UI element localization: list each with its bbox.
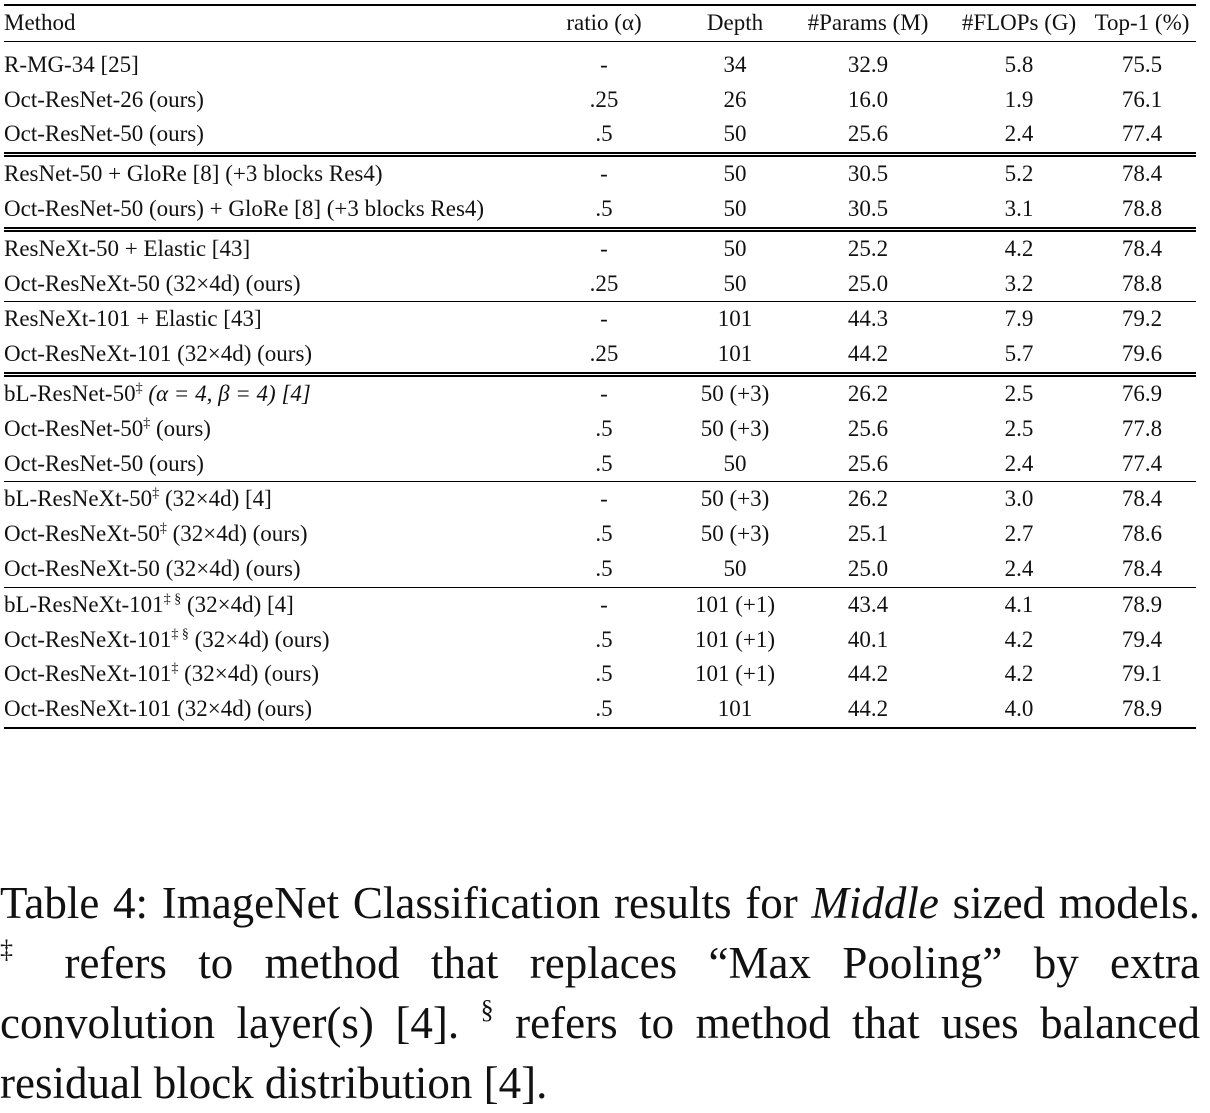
cell-depth: 101 (+1)	[694, 661, 776, 687]
cell-method	[4, 412, 524, 447]
cell-flops: 7.9	[1004, 306, 1034, 332]
cell-ratio: .5	[595, 521, 613, 547]
cell-top1: 78.9	[1121, 591, 1163, 617]
cell-flops: 2.4	[950, 552, 1088, 587]
cell-flops: 3.0	[1004, 486, 1034, 512]
cell-flops: 4.1	[1004, 591, 1034, 617]
cell-ratio: -	[600, 161, 608, 187]
method-name: Oct-ResNeXt-50	[4, 521, 160, 547]
table-row	[4, 587, 1196, 622]
cell-top1: 78.8	[1088, 267, 1196, 302]
header-ratio: ratio (α)	[524, 5, 684, 41]
cell-method: R-MG-34 [25]	[4, 51, 139, 77]
method-name: bL-ResNeXt-101	[4, 591, 164, 617]
caption-dagger-marker: ‡	[0, 935, 34, 964]
cell-ratio: -	[600, 51, 608, 77]
cell-ratio: -	[600, 486, 608, 512]
cell-method	[4, 657, 524, 692]
method-name: bL-ResNet-50	[4, 380, 136, 406]
cell-method	[4, 587, 524, 622]
cell-method: ResNeXt-50 + Elastic [43]	[4, 235, 251, 261]
cell-params: 44.2	[847, 661, 889, 687]
cell-top1: 79.2	[1121, 306, 1163, 332]
cell-flops: 5.8	[1004, 51, 1034, 77]
cell-ratio: -	[600, 235, 608, 261]
cell-top1: 78.9	[1088, 692, 1196, 728]
cell-ratio: .5	[595, 626, 613, 652]
caption-section-marker: §	[480, 995, 494, 1024]
header-top1: Top-1 (%)	[1088, 5, 1196, 41]
results-table	[4, 4, 1196, 729]
header-depth: Depth	[684, 5, 786, 41]
cell-ratio: -	[600, 380, 608, 406]
table-row	[4, 83, 1196, 118]
cell-params: 25.2	[847, 235, 889, 261]
cell-params: 40.1	[847, 626, 889, 652]
caption-part3: refers to method that replaces “Max Pooling” by extra convolution layer(s) [4].	[0, 938, 1200, 1048]
cell-depth: 50	[723, 235, 747, 261]
method-name: Oct-ResNet-50	[4, 415, 144, 441]
cell-ratio: .5	[524, 692, 684, 728]
cell-method: Oct-ResNet-50 (ours) + GloRe [8] (+3 blocks Res4)	[4, 192, 524, 229]
table-row	[4, 374, 1196, 411]
cell-method: Oct-ResNeXt-50 (32×4d) (ours)	[4, 267, 524, 302]
caption-italic: Middle	[811, 878, 939, 928]
cell-params: 25.0	[786, 267, 950, 302]
cell-depth: 101 (+1)	[694, 591, 776, 617]
cell-depth: 50	[684, 117, 786, 154]
table-row	[4, 155, 1196, 192]
cell-ratio: .5	[524, 447, 684, 482]
method-suffix: (32×4d) [4]	[181, 591, 294, 617]
cell-ratio: .5	[595, 661, 613, 687]
cell-params: 43.4	[847, 591, 889, 617]
table-row	[4, 117, 1196, 154]
cell-top1: 78.6	[1121, 521, 1163, 547]
cell-ratio: .5	[524, 552, 684, 587]
cell-method	[4, 517, 524, 552]
cell-top1: 78.8	[1088, 192, 1196, 229]
cell-depth: 50	[684, 552, 786, 587]
cell-depth: 50	[723, 161, 747, 187]
cell-params: 25.6	[786, 117, 950, 154]
method-suffix: (ours)	[150, 415, 211, 441]
method-marker: ‡	[143, 415, 151, 431]
cell-params: 25.6	[847, 415, 889, 441]
cell-top1: 77.4	[1088, 117, 1196, 154]
table-row	[4, 552, 1196, 587]
table-row	[4, 623, 1196, 658]
table-row	[4, 482, 1196, 517]
cell-params: 16.0	[847, 86, 889, 112]
cell-depth: 50 (+3)	[700, 415, 770, 441]
cell-flops: 2.4	[950, 117, 1088, 154]
cell-method: ResNet-50 + GloRe [8] (+3 blocks Res4)	[4, 161, 383, 187]
cell-method: Oct-ResNeXt-101 (32×4d) (ours)	[4, 337, 524, 374]
cell-top1: 76.9	[1121, 380, 1163, 406]
method-suffix: (32×4d) [4]	[159, 486, 272, 512]
cell-top1: 78.4	[1121, 486, 1163, 512]
method-suffix: (α = 4, β = 4) [4]	[142, 380, 311, 406]
cell-flops: 3.1	[950, 192, 1088, 229]
method-marker: ‡	[171, 661, 179, 677]
table-caption	[0, 873, 1200, 1113]
caption-part2: sized models.	[938, 878, 1201, 928]
table-row	[4, 412, 1196, 447]
header-flops: #FLOPs (G)	[950, 5, 1088, 41]
cell-ratio: -	[600, 591, 608, 617]
cell-method	[4, 482, 524, 517]
header-params: #Params (M)	[786, 5, 950, 41]
cell-depth: 50 (+3)	[700, 521, 770, 547]
method-suffix: (32×4d) (ours)	[178, 661, 320, 687]
cell-top1: 79.6	[1088, 337, 1196, 374]
cell-ratio: .5	[595, 415, 613, 441]
cell-params: 44.2	[786, 692, 950, 728]
cell-flops: 4.2	[1004, 626, 1034, 652]
cell-params: 32.9	[847, 51, 889, 77]
cell-flops: 4.2	[1004, 661, 1034, 687]
cell-flops: 5.2	[1004, 161, 1034, 187]
caption-part4: refers to method that uses balanced residual block distribution [4].	[0, 998, 1200, 1108]
cell-depth: 101	[684, 337, 786, 374]
cell-params: 26.2	[847, 486, 889, 512]
method-suffix: (32×4d) (ours)	[188, 626, 330, 652]
cell-flops: 4.0	[950, 692, 1088, 728]
table-row	[4, 267, 1196, 302]
cell-method: Oct-ResNet-26 (ours)	[4, 86, 204, 112]
header-method: Method	[4, 5, 524, 41]
cell-ratio: .25	[524, 267, 684, 302]
cell-flops: 2.5	[1004, 380, 1034, 406]
cell-depth: 34	[723, 51, 747, 77]
cell-ratio: .5	[524, 117, 684, 154]
cell-method	[4, 374, 524, 411]
cell-params: 26.2	[847, 380, 889, 406]
cell-params: 25.6	[786, 447, 950, 482]
cell-method: Oct-ResNet-50 (ours)	[4, 447, 524, 482]
cell-method: ResNeXt-101 + Elastic [43]	[4, 306, 262, 332]
table-row	[4, 302, 1196, 337]
cell-depth: 50	[684, 267, 786, 302]
cell-depth: 50 (+3)	[700, 486, 770, 512]
cell-params: 44.2	[786, 337, 950, 374]
cell-depth: 101	[717, 306, 753, 332]
method-name: Oct-ResNeXt-101	[4, 626, 172, 652]
method-marker: ‡	[135, 380, 143, 396]
table-row	[4, 657, 1196, 692]
cell-ratio: .5	[524, 192, 684, 229]
cell-top1: 76.1	[1121, 86, 1163, 112]
cell-depth: 50	[684, 192, 786, 229]
cell-top1: 79.1	[1121, 661, 1163, 687]
cell-method: Oct-ResNet-50 (ours)	[4, 117, 524, 154]
method-suffix: (32×4d) (ours)	[166, 521, 308, 547]
cell-flops: 5.7	[950, 337, 1088, 374]
method-marker: ‡ §	[163, 591, 182, 607]
cell-flops: 2.4	[950, 447, 1088, 482]
header-row	[4, 5, 1196, 41]
table-row	[4, 517, 1196, 552]
cell-depth: 101 (+1)	[694, 626, 776, 652]
table-row	[4, 447, 1196, 482]
cell-ratio: -	[600, 306, 608, 332]
cell-flops: 2.7	[1004, 521, 1034, 547]
cell-params: 25.1	[847, 521, 889, 547]
cell-top1: 78.4	[1121, 235, 1163, 261]
table-row	[4, 337, 1196, 374]
caption-part1: Table 4: ImageNet Classification results for	[0, 878, 812, 928]
method-marker: ‡ §	[171, 626, 189, 642]
cell-flops: 4.2	[1004, 235, 1034, 261]
cell-flops: 3.2	[950, 267, 1088, 302]
cell-flops: 2.5	[1004, 415, 1034, 441]
cell-params: 30.5	[847, 161, 889, 187]
cell-top1: 77.8	[1121, 415, 1163, 441]
table-row	[4, 41, 1196, 82]
cell-method: Oct-ResNeXt-101 (32×4d) (ours)	[4, 692, 524, 728]
cell-depth: 50	[684, 447, 786, 482]
cell-top1: 78.4	[1088, 552, 1196, 587]
table-row	[4, 692, 1196, 728]
cell-flops: 1.9	[1004, 86, 1034, 112]
cell-top1: 79.4	[1121, 626, 1163, 652]
cell-params: 44.3	[847, 306, 889, 332]
cell-ratio: .25	[589, 86, 619, 112]
table-row	[4, 229, 1196, 266]
cell-method	[4, 623, 524, 658]
cell-depth: 50 (+3)	[700, 380, 770, 406]
cell-params: 30.5	[786, 192, 950, 229]
method-marker: ‡	[152, 486, 160, 502]
method-name: Oct-ResNeXt-101	[4, 661, 172, 687]
cell-top1: 78.4	[1121, 161, 1163, 187]
method-marker: ‡	[159, 521, 167, 537]
table-row	[4, 192, 1196, 229]
method-name: bL-ResNeXt-50	[4, 486, 153, 512]
cell-depth: 101	[684, 692, 786, 728]
cell-ratio: .25	[524, 337, 684, 374]
cell-top1: 75.5	[1121, 51, 1163, 77]
cell-method: Oct-ResNeXt-50 (32×4d) (ours)	[4, 552, 524, 587]
cell-params: 25.0	[786, 552, 950, 587]
cell-top1: 77.4	[1088, 447, 1196, 482]
cell-depth: 26	[723, 86, 747, 112]
